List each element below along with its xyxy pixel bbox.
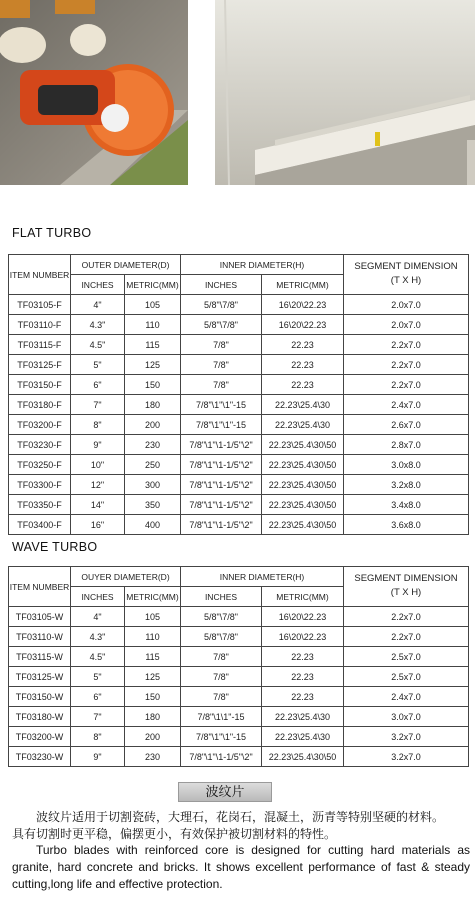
outer-diameter-inches-cell: 6": [71, 375, 125, 395]
inner-diameter-metric-cell: 22.23: [262, 335, 344, 355]
table-row: [9, 315, 469, 335]
item-number-cell: TF03105-W: [9, 607, 71, 627]
item-number-cell: TF03115-W: [9, 647, 71, 667]
inner-diameter-metric-cell: 22.23\25.4\30: [262, 395, 344, 415]
outer-diameter-inches-cell: 5": [71, 667, 125, 687]
inner-diameter-inches-cell: 7/8"\1"\1-1/5"\2": [181, 455, 262, 475]
item-number-cell: TF03350-F: [9, 495, 71, 515]
inner-diameter-metric-cell: 22.23\25.4\30: [262, 727, 344, 747]
segment-dimension-cell: 2.4x7.0: [344, 687, 469, 707]
item-number-cell: TF03180-W: [9, 707, 71, 727]
outer-diameter-inches-cell: 4": [71, 295, 125, 315]
id-metric-header: METRIC(MM): [262, 275, 344, 295]
outer-diameter-inches-cell: 10": [71, 455, 125, 475]
inner-diameter-metric-cell: 22.23\25.4\30: [262, 707, 344, 727]
outer-diameter-metric-cell: 115: [125, 647, 181, 667]
item-number-cell: TF03180-F: [9, 395, 71, 415]
outer-diameter-metric-cell: 350: [125, 495, 181, 515]
outer-diameter-metric-cell: 200: [125, 415, 181, 435]
inner-diameter-metric-cell: 16\20\22.23: [262, 295, 344, 315]
outer-diameter-metric-cell: 115: [125, 335, 181, 355]
outer-diameter-metric-cell: 230: [125, 747, 181, 767]
inner-diameter-metric-cell: 22.23: [262, 647, 344, 667]
outer-diameter-metric-cell: 125: [125, 355, 181, 375]
flat-turbo-title: FLAT TURBO: [12, 226, 92, 240]
inner-diameter-metric-cell: 22.23\25.4\30\50: [262, 455, 344, 475]
segment-dimension-cell: 2.8x7.0: [344, 435, 469, 455]
segment-dimension-cell: 2.0x7.0: [344, 315, 469, 335]
id-inches-header: INCHES: [181, 587, 262, 607]
table-row: [9, 647, 469, 667]
inner-diameter-inches-cell: 7/8": [181, 375, 262, 395]
item-number-cell: TF03230-F: [9, 435, 71, 455]
item-number-header: ITEM NUMBER: [9, 567, 71, 607]
segment-dimension-cell: 3.2x8.0: [344, 475, 469, 495]
table-row: [9, 667, 469, 687]
outer-diameter-metric-cell: 150: [125, 687, 181, 707]
segment-dimension-unit: (T X H): [390, 275, 422, 286]
inner-diameter-inches-cell: 7/8"\1"\1"-15: [181, 727, 262, 747]
segment-dimension-cell: 2.4x7.0: [344, 395, 469, 415]
segment-dimension-cell: 2.2x7.0: [344, 335, 469, 355]
inner-diameter-inches-cell: 5/8"\7/8": [181, 627, 262, 647]
segment-dimension-cell: 2.2x7.0: [344, 355, 469, 375]
item-number-cell: TF03200-W: [9, 727, 71, 747]
outer-diameter-header: OUTER DIAMETER(D): [71, 255, 181, 275]
outer-diameter-inches-cell: 12": [71, 475, 125, 495]
outer-diameter-inches-cell: 4.5": [71, 335, 125, 355]
inner-diameter-inches-cell: 7/8"\1"\1-1/5"\2": [181, 435, 262, 455]
table-row: [9, 495, 469, 515]
segment-dimension-cell: 2.0x7.0: [344, 295, 469, 315]
table-row: [9, 375, 469, 395]
segment-dimension-cell: 2.6x7.0: [344, 415, 469, 435]
inner-diameter-metric-cell: 16\20\22.23: [262, 607, 344, 627]
inner-diameter-inches-cell: 5/8"\7/8": [181, 315, 262, 335]
outer-diameter-metric-cell: 230: [125, 435, 181, 455]
od-metric-header: METRIC(MM): [125, 587, 181, 607]
item-number-cell: TF03115-F: [9, 335, 71, 355]
table-row: [9, 515, 469, 535]
outer-diameter-metric-cell: 150: [125, 375, 181, 395]
table-row: [9, 455, 469, 475]
outer-diameter-inches-cell: 7": [71, 395, 125, 415]
outer-diameter-inches-cell: 4.3": [71, 315, 125, 335]
table-row: [9, 475, 469, 495]
inner-diameter-header: INNER DIAMETER(H): [181, 255, 344, 275]
item-number-cell: TF03200-F: [9, 415, 71, 435]
table-row: [9, 395, 469, 415]
outer-diameter-metric-cell: 110: [125, 627, 181, 647]
outer-diameter-metric-cell: 250: [125, 455, 181, 475]
item-number-cell: TF03150-W: [9, 687, 71, 707]
cutting-saw-photo: [0, 0, 188, 185]
inner-diameter-header: INNER DIAMETER(H): [181, 567, 344, 587]
wave-turbo-title: WAVE TURBO: [12, 540, 98, 554]
wave-turbo-spec-table: [8, 566, 469, 767]
inner-diameter-metric-cell: 22.23: [262, 375, 344, 395]
inner-diameter-metric-cell: 22.23\25.4\30\50: [262, 475, 344, 495]
item-number-cell: TF03300-F: [9, 475, 71, 495]
outer-diameter-inches-cell: 4": [71, 607, 125, 627]
inner-diameter-metric-cell: 16\20\22.23: [262, 627, 344, 647]
outer-diameter-inches-cell: 5": [71, 355, 125, 375]
inner-diameter-metric-cell: 22.23: [262, 687, 344, 707]
od-inches-header: INCHES: [71, 275, 125, 295]
outer-diameter-metric-cell: 400: [125, 515, 181, 535]
segment-dimension-unit: (T X H): [390, 587, 422, 598]
outer-diameter-inches-cell: 9": [71, 747, 125, 767]
inner-diameter-metric-cell: 22.23\25.4\30\50: [262, 495, 344, 515]
segment-dimension-cell: 2.2x7.0: [344, 607, 469, 627]
item-number-cell: TF03250-F: [9, 455, 71, 475]
inner-diameter-inches-cell: 7/8"\1"\1-1/5"\2": [181, 747, 262, 767]
item-number-cell: TF03105-F: [9, 295, 71, 315]
description-zh-line2: 具有切割时更平稳，偏摆更小，有效保护被切割材料的特性。: [12, 827, 337, 841]
segment-dimension-label: SEGMENT DIMENSION: [354, 261, 458, 272]
segment-dimension-cell: 2.5x7.0: [344, 667, 469, 687]
inner-diameter-metric-cell: 22.23: [262, 355, 344, 375]
table-row: [9, 435, 469, 455]
wave-blade-banner: 波纹片: [178, 782, 272, 802]
outer-diameter-metric-cell: 180: [125, 395, 181, 415]
item-number-header: ITEM NUMBER: [9, 255, 71, 295]
item-number-cell: TF03110-F: [9, 315, 71, 335]
outer-diameter-inches-cell: 9": [71, 435, 125, 455]
table-row: [9, 747, 469, 767]
outer-diameter-inches-cell: 8": [71, 415, 125, 435]
outer-diameter-header: OUYER DIAMETER(D): [71, 567, 181, 587]
table-row: [9, 295, 469, 315]
description-zh-line1: 波纹片适用于切割瓷砖，大理石，花岗石，混凝土，沥青等特别坚硬的材料。: [36, 810, 445, 824]
description-en: Turbo blades with reinforced core is designed for cutting hard materials as granite, hard concrete and bricks. It shows excellent performance of fast & steady cutting,long life and effective protection.: [12, 843, 470, 891]
inner-diameter-inches-cell: 7/8"\1"\1"-15: [181, 415, 262, 435]
inner-diameter-inches-cell: 7/8"\1"\1"-15: [181, 395, 262, 415]
item-number-cell: TF03125-W: [9, 667, 71, 687]
inner-diameter-inches-cell: 7/8": [181, 687, 262, 707]
outer-diameter-inches-cell: 4.3": [71, 627, 125, 647]
inner-diameter-inches-cell: 7/8": [181, 335, 262, 355]
inner-diameter-metric-cell: 22.23\25.4\30\50: [262, 435, 344, 455]
outer-diameter-inches-cell: 7": [71, 707, 125, 727]
table-row: [9, 687, 469, 707]
outer-diameter-inches-cell: 4.5": [71, 647, 125, 667]
table-row: [9, 415, 469, 435]
table-row: [9, 335, 469, 355]
inner-diameter-inches-cell: 7/8": [181, 355, 262, 375]
inner-diameter-inches-cell: 7/8": [181, 647, 262, 667]
outer-diameter-inches-cell: 14": [71, 495, 125, 515]
od-metric-header: METRIC(MM): [125, 275, 181, 295]
item-number-cell: TF03230-W: [9, 747, 71, 767]
segment-dimension-cell: 3.6x8.0: [344, 515, 469, 535]
item-number-cell: TF03400-F: [9, 515, 71, 535]
inner-diameter-inches-cell: 5/8"\7/8": [181, 295, 262, 315]
od-inches-header: INCHES: [71, 587, 125, 607]
inner-diameter-metric-cell: 22.23\25.4\30\50: [262, 747, 344, 767]
flat-turbo-spec-table: [8, 254, 469, 535]
outer-diameter-inches-cell: 6": [71, 687, 125, 707]
table-row: [9, 727, 469, 747]
inner-diameter-inches-cell: 7/8"\1"\1-1/5"\2": [181, 475, 262, 495]
segment-dimension-cell: 2.2x7.0: [344, 375, 469, 395]
inner-diameter-metric-cell: 22.23\25.4\30\50: [262, 515, 344, 535]
item-number-cell: TF03125-F: [9, 355, 71, 375]
segment-dimension-cell: 3.0x8.0: [344, 455, 469, 475]
stone-slabs-photo: [215, 0, 475, 185]
inner-diameter-inches-cell: 5/8"\7/8": [181, 607, 262, 627]
table-row: [9, 627, 469, 647]
inner-diameter-inches-cell: 7/8"\1\1"-15: [181, 707, 262, 727]
segment-dimension-cell: 3.4x8.0: [344, 495, 469, 515]
segment-dimension-cell: 3.2x7.0: [344, 727, 469, 747]
inner-diameter-inches-cell: 7/8"\1"\1-1/5"\2": [181, 495, 262, 515]
outer-diameter-metric-cell: 105: [125, 295, 181, 315]
inner-diameter-metric-cell: 22.23\25.4\30: [262, 415, 344, 435]
item-number-cell: TF03110-W: [9, 627, 71, 647]
id-metric-header: METRIC(MM): [262, 587, 344, 607]
inner-diameter-inches-cell: 7/8": [181, 667, 262, 687]
inner-diameter-inches-cell: 7/8"\1"\1-1/5"\2": [181, 515, 262, 535]
inner-diameter-metric-cell: 16\20\22.23: [262, 315, 344, 335]
outer-diameter-metric-cell: 300: [125, 475, 181, 495]
outer-diameter-metric-cell: 200: [125, 727, 181, 747]
segment-dimension-cell: 3.2x7.0: [344, 747, 469, 767]
outer-diameter-metric-cell: 105: [125, 607, 181, 627]
outer-diameter-inches-cell: 8": [71, 727, 125, 747]
table-row: [9, 355, 469, 375]
outer-diameter-metric-cell: 125: [125, 667, 181, 687]
segment-dimension-cell: 2.2x7.0: [344, 627, 469, 647]
inner-diameter-metric-cell: 22.23: [262, 667, 344, 687]
table-row: [9, 607, 469, 627]
id-inches-header: INCHES: [181, 275, 262, 295]
segment-dimension-header: [344, 255, 469, 295]
segment-dimension-header: [344, 567, 469, 607]
outer-diameter-metric-cell: 110: [125, 315, 181, 335]
segment-dimension-cell: 2.5x7.0: [344, 647, 469, 667]
segment-dimension-cell: 3.0x7.0: [344, 707, 469, 727]
outer-diameter-inches-cell: 16": [71, 515, 125, 535]
item-number-cell: TF03150-F: [9, 375, 71, 395]
segment-dimension-label: SEGMENT DIMENSION: [354, 573, 458, 584]
outer-diameter-metric-cell: 180: [125, 707, 181, 727]
table-row: [9, 707, 469, 727]
